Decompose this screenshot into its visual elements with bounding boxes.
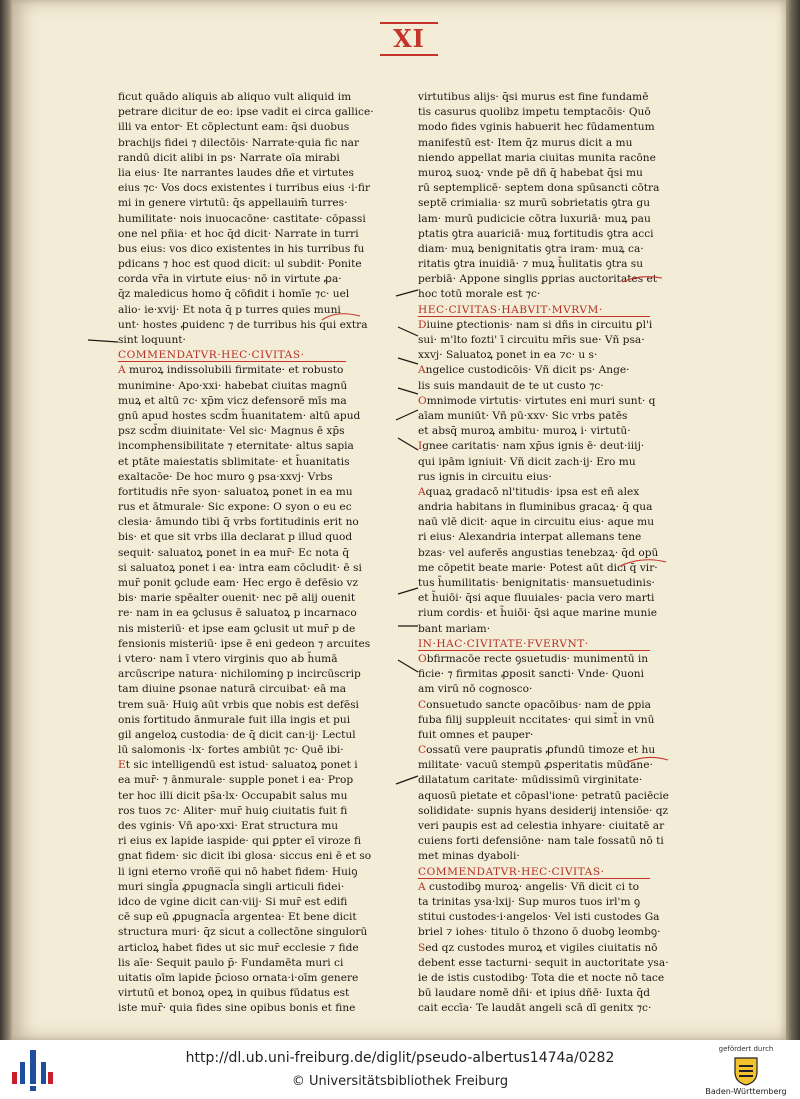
text-line: li igni eterno vroñe̅ qui nō habet fidem· Huiꝯ [118, 865, 358, 878]
text-line: brachijs fidei ⁊ dilectōis· Narrate·quia fic nar [118, 136, 360, 149]
text-line: ea mur̄· ⁊ ānmurale· supple ponet i ea· Prop [118, 774, 354, 787]
text-line: modo fides vginis habuerit hec fūdamentum [418, 121, 655, 134]
section-heading: IN·HAC·CIVITATE·FVERVNT· [418, 637, 660, 652]
text-line: andria habitans in fluminibus gracaꝝ· q̄ qua [418, 501, 653, 514]
text-line: virtutibus alijs· q̄si murus est fine fundamē [418, 91, 649, 103]
text-line: ficut quādo aliquis ab aliquo vult aliquid im [118, 91, 352, 103]
text-line: stitui custodes·i·angelos· Vel isti custodes Ga [418, 911, 660, 924]
text-line: Ignee caritatis· nam xp̄us ignis ē· deut·iiij· [418, 440, 645, 453]
text-line: lam· murū pudicicie cōtra luxuriā· muꝝ pau [418, 212, 651, 225]
text-line: ie de istis custodibꝯ· Tota die et nocte nō tace [418, 971, 665, 984]
text-line: randū dicit alibi in ps· Narrate oīa mirabi [118, 151, 340, 164]
text-line: ter hoc illi dicit ps̄a·lx· Occupabit salus mu [118, 789, 348, 802]
text-line: virtutū et bonoꝝ opeꝝ in quibus fūdatus est [118, 987, 350, 1000]
baden-wuerttemberg-crest-icon [733, 1056, 759, 1086]
text-line: rium cordis· et h̄uiōi· q̄si aque marine munie [418, 607, 657, 620]
sponsor-note: gefördert durch [718, 1045, 774, 1053]
text-line: septē crimialia· sz murū sobrietatis ꝯtra gu [418, 197, 651, 210]
text-line: A custodibꝯ muroꝝ· angelis· Vñ dicit ci to [418, 880, 639, 893]
section-heading: COMMENDATVR·HEC·CIVITAS· [118, 348, 356, 363]
text-line: sequit· saluatoꝝ ponet in ea mur̄· Ec nota q̄ [118, 546, 350, 559]
text-line: bū laudare nomē dñi· et ipius dñē· Iuxta q̄d [418, 987, 651, 1000]
text-line: ros tuos ⁊c· Aliter· mur̄ huiꝯ ciuitatis fuit fi [118, 804, 348, 817]
text-line: Diuine ꝑtectionis· nam si dñs in circuitu ꝑl'i [418, 318, 653, 331]
copyright-notice: © Universitätsbibliothek Freiburg [291, 1074, 509, 1089]
text-line: exaltacōe· De hoc muro ꝯ psa·xxvj· Vrbs [118, 470, 333, 483]
section-heading: COMMENDATVR·HEC·CIVITAS· [418, 865, 660, 880]
page-edge [786, 0, 800, 1040]
rubricated-initial: O [418, 394, 427, 407]
text-line: Et sic intelligendū est istud· saluatoꝝ ponet i [118, 759, 358, 772]
text-line: clesia· āmundo tibi q̄ vrbs fortitudinis erit no [118, 516, 359, 529]
text-line: ptatis ꝯtra auariciā· muꝝ fortitudis ꝯtra acci [418, 227, 654, 240]
text-line: fuba filij suppleuit nccitates· qui simt̄ in vnū [418, 713, 655, 726]
text-line: fuit omnes et pauper· [418, 728, 534, 741]
text-line: hoc totū morale est ⁊c· [418, 288, 541, 301]
text-line: muroꝝ suoꝝ· vnde pē dñ q̄ habebat q̄si mu [418, 166, 643, 179]
text-line: et h̄uiōi· q̄si aque fluuiales· pacia vero marti [418, 592, 655, 605]
text-line: dilatatum caritate· mūdissimū virginitate· [418, 774, 643, 787]
text-line: cait eccīa· Te laudāt angeli scā dī genitx ⁊c· [418, 1002, 652, 1015]
text-line: Angelice custodicōis· Vñ dicit ps· Ange· [418, 364, 630, 377]
text-line: mur̄ ponit ꝯclude eam· Hec ergo ē defēsio vz [118, 577, 359, 589]
text-line: perbiā· Appone singlis ꝑprias auctoritates et [418, 273, 658, 286]
text-line: qui ipām igniuit· Vñ dicit zach·ij· Ero mu [418, 455, 636, 468]
sponsor-name: Baden-Württemberg [705, 1087, 787, 1096]
text-line: mi in genere virtutū: q̄s appellauim̄ turres· [118, 197, 348, 210]
text-line: cuiens forti defensiōne· nam tale fossatū nō ti [418, 835, 664, 848]
document-url[interactable]: http://dl.ub.uni-freiburg.de/diglit/pseudo-albertus1474a/0282 [185, 1050, 615, 1066]
rubricated-initial: E [118, 759, 126, 772]
text-line: re· nam in ea ꝯclusus ē saluatoꝝ p incarnaco [118, 607, 357, 620]
text-line: debent esse tacturni· sequit in auctoritate ysa· [418, 956, 669, 969]
text-line: sui· m'lto fozti' ī circuitu mr̄is sue· Vñ psa· [418, 334, 645, 346]
text-line: onis fortitudo ānmurale fuit illa ingis et pui [118, 713, 351, 726]
text-line: xxvj· Saluatoꝝ ponet in ea ⁊c· u s· [418, 349, 598, 362]
text-line: rus et ātmurale· Sic expone: O syon o eu ec [118, 501, 352, 514]
rubricated-initial: C [418, 698, 427, 711]
text-line: bzas· vel auferēs angustias tenebzaꝝ· q̄d opū [418, 546, 659, 559]
text-line: Sed qz custodes muroꝝ et vigiles ciuitatis nō [418, 941, 658, 954]
text-line: muri singl̄a ꝓpugnacl̄a singli articuli fidei· [118, 880, 345, 893]
text-line: militate· vacuū stempū ꝓsperitatis mūdane· [418, 759, 653, 772]
text-line: aīam muniūt· Vñ pū·xxv· Sic vrbs patēs [418, 409, 628, 422]
rubricated-initial: A [418, 485, 426, 498]
text-line: me cōpetit beate marie· Potest aūt dici q̄ vir· [418, 561, 658, 574]
text-line: i vtero· nam ī vtero virginis quo ab h̄umā [118, 652, 338, 665]
text-line: lis aīe· Sequit paulo p̄· Fundamēta muri ci [118, 956, 344, 969]
text-line: uitatis oīm lapide p̄cioso ornata·i·oīm genere [118, 971, 359, 984]
text-line: Omnimode virtutis· virtutes eni muri sunt· q [418, 394, 656, 407]
text-line: bis· et que sit vrbs illa declarat p illud quod [118, 531, 353, 544]
rubricated-initial: A [418, 880, 426, 893]
text-line: ri eius· Alexandria interpat allemans tene [418, 531, 642, 544]
text-line: rū septemplicē· septem dona spūsancti cōtra [418, 182, 660, 195]
text-line: structura muri· q̄z sicut a collectōne singulorū [118, 926, 368, 939]
text-line: gnat fidem· sic dicit ibi glosa· siccus eni ē et so [118, 850, 372, 863]
text-line: q̄z maledicus homo q̄ cōfidit i homīe ⁊c· uel [118, 288, 350, 301]
text-line: pdicans ⁊ hoc est quod dicit: ul subdit· Ponite [118, 258, 362, 271]
right-text-column [418, 90, 669, 1015]
text-line: ficie· ⁊ firmitas ꝓposit sancti· Vnde· Quoni [418, 668, 645, 681]
sponsor-block [696, 1043, 796, 1097]
text-line: trem suā· Huiꝯ aūt vrbis que nobis est defēsi [118, 698, 359, 711]
text-line: lū salomonis ·lx· fortes ambiūt ⁊c· Quē ibi· [118, 744, 344, 757]
rubricated-initial: O [418, 652, 427, 665]
text-line: Consuetudo sancte opacōibus· nam de ꝑpia [418, 698, 651, 711]
text-line: sint loquunt· [118, 334, 186, 346]
text-line: tus h̄umilitatis· benignitatis· mansuetudinis· [418, 577, 655, 589]
text-line: A muroꝝ indissolubili firmitate· et robusto [118, 364, 344, 377]
text-line: unt· hostes ꝓuidenc ⁊ de turribus his qui extra [118, 318, 368, 331]
rubricated-initial: A [118, 364, 126, 377]
text-line: tam diuine ꝑsonae naturā circuibat· eā ma [118, 683, 347, 696]
text-line: lis suis mandauit de te ut custo ⁊c· [418, 379, 604, 392]
text-line: humilitate· nois inuocacōne· castitate· cōpassi [118, 212, 366, 225]
text-line: rus ignis in circuitu eius· [418, 470, 552, 483]
text-line: tis casurus quolibz impetu temptacōis· Quō [418, 106, 651, 119]
text-line: fensionis misteriū· ipse ē eni gedeon ⁊ arcuites [118, 637, 371, 650]
rubricated-initial: D [418, 318, 427, 331]
text-line: corda vr̄a in virtute eius· nō in virtute ꝓa· [118, 273, 342, 286]
text-line: Cossatū vere paupratis ꝓfundū timoze et hu [418, 744, 656, 757]
text-line: niendo appellat maria ciuitas munita racōne [418, 151, 656, 164]
text-line: met minas dyaboli· [418, 850, 520, 863]
text-line: briel ⁊ iohes· titulo ō thzono ō duobꝯ leombꝯ· [418, 926, 661, 939]
text-line: naū vlē dicit· aque in circuitu eius· aque mu [418, 516, 655, 529]
text-line: am virū nō cognosco· [418, 683, 533, 696]
text-line: ri eius ex lapide iaspide· qui ꝑpter eī viroze fi [118, 835, 362, 848]
text-line: iste mur̄· quia fides sine opibus bonis et fine [118, 1002, 356, 1015]
folio-number: XI [380, 22, 438, 56]
text-line: fortitudis nr̄e syon· saluatoꝝ ponet in ea mu [118, 485, 353, 498]
text-line: aquosū pietate et cōpasl'ione· petratū paciēcie [418, 789, 669, 802]
text-line: one nel pñia· et hoc q̄d dicit· Narrate in turri [118, 227, 359, 240]
text-line: bus eius: vos dico existentes in his turribus fu [118, 242, 365, 255]
left-text-column [118, 90, 374, 1015]
text-line: bis· marie spēalter ouenit· nec pē alij ouenit [118, 592, 356, 605]
rubricated-initial: C [418, 744, 427, 757]
text-line: cē sup eū ꝓpugnacl̄a argentea· Et bene dicit [118, 911, 357, 924]
text-line: alio· ie·xvij· Et nota q̄ p turres quies muni [118, 303, 341, 316]
text-line: articloꝝ habet fides ut sic mur̄ ecclesie ⁊ fide [118, 941, 359, 954]
text-line: munimine· Apo·xxi· habebat ciuitas magnū [118, 379, 348, 392]
text-line: bant mariam· [418, 622, 491, 635]
text-line: des vginis· Vñ apo·xxi· Erat structura mu [118, 820, 339, 832]
text-line: et absq̄ muroꝝ ambitu· muroꝝ i· virtutū· [418, 425, 631, 438]
text-line: incomphensibilitate ⁊ eternitate· altus sapia [118, 440, 354, 453]
text-line: gnū apud hostes scd̄m h̄uanitatem· altū apud [118, 409, 361, 422]
text-line: arcūscripe natura· nichilominꝯ p incircūscrip [118, 668, 361, 681]
text-line: psz scd̄m diuinitate· Vel sic· Magnus ē xp̄s [118, 425, 345, 438]
text-line: muꝝ et altū ⁊c· xp̄m vicz defensorē mīs ma [118, 394, 347, 407]
text-line: gil angeloꝝ custodia· de q̄ dicit can·ij· Lectul [118, 728, 356, 741]
rubricated-initial: S [418, 941, 426, 954]
text-line: diam· muꝝ benignitatis ꝯtra iram· muꝝ ca· [418, 242, 644, 255]
text-line: solididate· supnis hyans desiderij intensiōe· qz [418, 804, 669, 817]
text-line: manifestū est· Item q̄z murus dicit a mu [418, 136, 633, 149]
text-line: veri paupis est ad celestia inhyare· ciuitatē ar [418, 820, 665, 832]
text-line: Obfirmacōe recte ꝯsuetudis· munimentū in [418, 652, 649, 665]
text-line: eius ⁊c· Vos docs existentes i turribus eius ·i·fir [118, 182, 371, 195]
text-line: si saluatoꝝ ponet i ea· intra eam cōcludit· ē si [118, 561, 362, 574]
text-line: idco de vgine dicit can·viij· Si mur̄ est edifi [118, 895, 348, 908]
text-line: Aquaꝝ gradacō nl'titudis· ipsa est eñ alex [418, 485, 640, 498]
text-line: ritatis ꝯtra inuidiā· ⁊ muꝝ h̄ulitatis ꝯtra su [418, 258, 644, 271]
text-line: ta trinitas ysa·lxij· Sup muros tuos irl'm ꝯ [418, 895, 641, 908]
section-heading: HEC·CIVITAS·HABVIT·MVRVM· [418, 303, 660, 318]
text-line: nis misteriū· et ipse eam ꝯclusit ut mur̄ p de [118, 622, 356, 635]
rubricated-initial: A [418, 364, 426, 377]
viewer-footer [0, 1040, 800, 1099]
text-line: lia eius· Ite narrantes laudes dñe et virtutes [118, 166, 354, 179]
rubricated-initial: I [418, 440, 423, 453]
text-line: petrare dicitur de eo: ipse vadit ei circa gallice· [118, 106, 374, 119]
text-line: illi va entor· Et cōplectunt eam: q̄si duobus [118, 121, 350, 134]
text-line: et ptāte maiestatis sblimitate· et h̄uanitatis [118, 455, 350, 468]
